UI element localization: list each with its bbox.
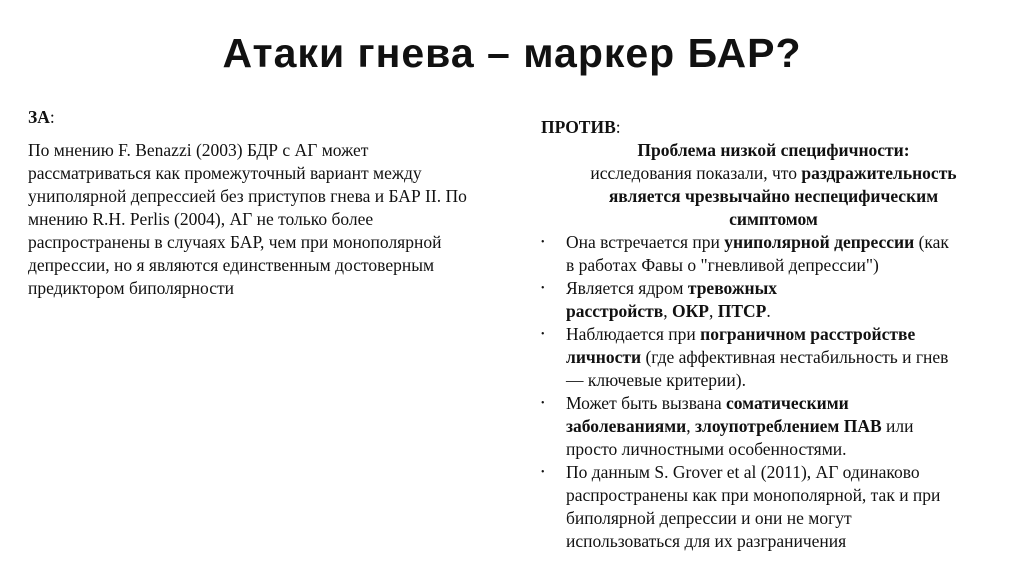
text-line: [566, 254, 1011, 277]
slide-title: Атаки гнева – маркер БАР?: [222, 30, 802, 76]
bullet-icon: •: [541, 237, 545, 248]
pro-heading-colon: :: [49, 107, 55, 127]
text: Является ядром: [566, 278, 688, 298]
bold-text: ОКР: [671, 301, 709, 321]
bold-text: ПТСР: [717, 301, 767, 321]
text: Она встречается при: [566, 232, 725, 252]
bullet-item: [541, 461, 1011, 553]
text: биполярной депрессии и они не могут: [566, 508, 852, 528]
bold-text: заболеваниями: [566, 416, 687, 436]
pro-heading: [28, 106, 518, 129]
text-line: [566, 530, 1011, 553]
bullet-item: [541, 392, 1011, 461]
pro-line: мнению R.H. Perlis (2004), АГ не только более: [28, 209, 374, 229]
text-line: [541, 162, 1006, 185]
text: По данным S. Grover et al (2011), АГ одинаково: [566, 462, 920, 482]
bullet-icon: •: [541, 283, 545, 294]
bullet-icon: •: [541, 467, 545, 478]
bullet-icon: •: [541, 329, 545, 340]
text: (как: [914, 232, 949, 252]
text: исследования показали, что: [590, 163, 802, 183]
text: распространены как при монополярной, так и при: [566, 485, 941, 505]
text: — ключевые критерии).: [566, 370, 746, 390]
text-line: [566, 507, 1011, 530]
text-line: [566, 392, 1011, 415]
text-line: [541, 208, 1006, 231]
pro-heading-label: ЗА: [28, 107, 50, 127]
contra-bullet-list: [541, 231, 1011, 553]
text: ,: [663, 301, 672, 321]
contra-heading: [541, 116, 1011, 139]
text: .: [766, 301, 771, 321]
text: Наблюдается при: [566, 324, 701, 344]
contra-intro: [541, 139, 1006, 231]
text-line: [541, 185, 1006, 208]
bold-text: соматическими: [726, 393, 849, 413]
pro-line: По мнению F. Benazzi (2003) БДР с АГ может: [28, 140, 369, 160]
text-line: [566, 346, 1011, 369]
pro-line: распространены в случаях БАР, чем при монополярной: [28, 232, 442, 252]
pro-line: депрессии, но я являются единственным достоверным: [28, 255, 435, 275]
text-line: [541, 139, 1006, 162]
text: Может быть вызвана: [566, 393, 726, 413]
bold-text: злоупотреблением ПАВ: [695, 416, 882, 436]
text: (где аффективная нестабильность и гнев: [641, 347, 949, 367]
text: просто личностными особенностями.: [566, 439, 847, 459]
text: ,: [708, 301, 718, 321]
text-line: [566, 369, 1011, 392]
text: ,: [686, 416, 695, 436]
bold-text: раздражительность: [801, 163, 957, 183]
pro-line: рассматриваться как промежуточный вариант между: [28, 163, 422, 183]
text-line: [566, 461, 1011, 484]
bold-text: Проблема низкой специфичности:: [637, 140, 910, 160]
text: или: [881, 416, 914, 436]
bullet-item: [541, 323, 1011, 392]
bold-text: расстройств: [566, 301, 664, 321]
bold-text: униполярной депрессии: [724, 232, 915, 252]
bold-text: является чрезвычайно неспецифическим: [608, 186, 939, 206]
text-line: [566, 300, 1011, 323]
contra-heading-colon: :: [615, 117, 621, 137]
bold-text: пограничном расстройстве: [700, 324, 916, 344]
bullet-icon: •: [541, 398, 545, 409]
bullet-item: [541, 231, 1011, 277]
pro-line: предиктором биполярности: [28, 278, 234, 298]
pro-paragraph: [28, 139, 518, 300]
contra-heading-label: ПРОТИВ: [541, 117, 616, 137]
text-line: [566, 231, 1011, 254]
contra-column: [541, 116, 1011, 553]
text: использоваться для их разграничения: [566, 531, 847, 551]
bold-text: личности: [566, 347, 642, 367]
text: в работах Фавы о "гневливой депрессии"): [566, 255, 879, 275]
text-line: [566, 277, 1011, 300]
pro-column: [28, 106, 518, 300]
pro-line: униполярной депрессией без приступов гнева и БАР II. По: [28, 186, 467, 206]
bold-text: симптомом: [729, 209, 818, 229]
text-line: [566, 323, 1011, 346]
text-line: [566, 415, 1011, 438]
bold-text: тревожных: [687, 278, 778, 298]
text-line: [566, 484, 1011, 507]
bullet-item: [541, 277, 1011, 323]
text-line: [566, 438, 1011, 461]
